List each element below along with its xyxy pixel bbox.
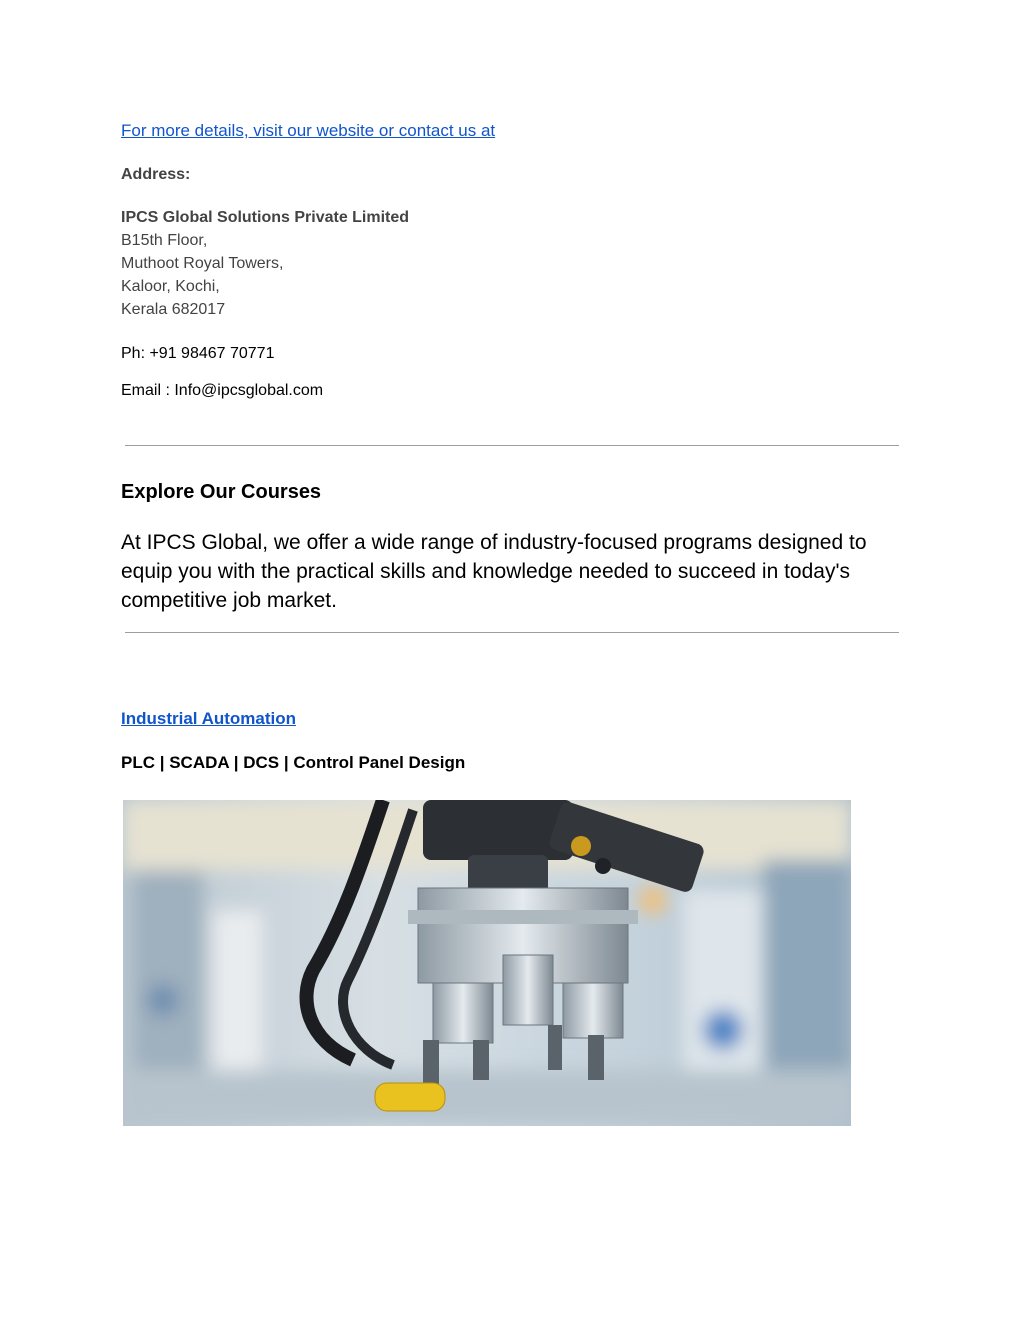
phone-number: Ph: +91 98467 70771 xyxy=(121,345,275,362)
section-intro: At IPCS Global, we offer a wide range of industry-focused programs designed to equip you with the practical skills and knowledge needed to succeed in today's competitive job market. xyxy=(121,531,867,612)
address-line: B15th Floor, xyxy=(121,232,208,249)
section-heading: Explore Our Courses xyxy=(121,481,322,503)
divider xyxy=(125,445,899,446)
contact-link[interactable]: For more details, visit our website or contact us at xyxy=(121,121,496,140)
course-subtitle: PLC | SCADA | DCS | Control Panel Design xyxy=(121,753,466,772)
company-name: IPCS Global Solutions Private Limited xyxy=(121,209,410,226)
address-label: Address: xyxy=(121,166,191,183)
divider xyxy=(125,632,899,633)
course-link-industrial-automation[interactable]: Industrial Automation xyxy=(121,709,297,728)
address-line: Muthoot Royal Towers, xyxy=(121,255,284,272)
email-address: Email : Info@ipcsglobal.com xyxy=(121,382,324,399)
address-line: Kerala 682017 xyxy=(121,301,226,318)
address-line: Kaloor, Kochi, xyxy=(121,278,220,295)
robotic-arm-photo xyxy=(123,800,851,1126)
